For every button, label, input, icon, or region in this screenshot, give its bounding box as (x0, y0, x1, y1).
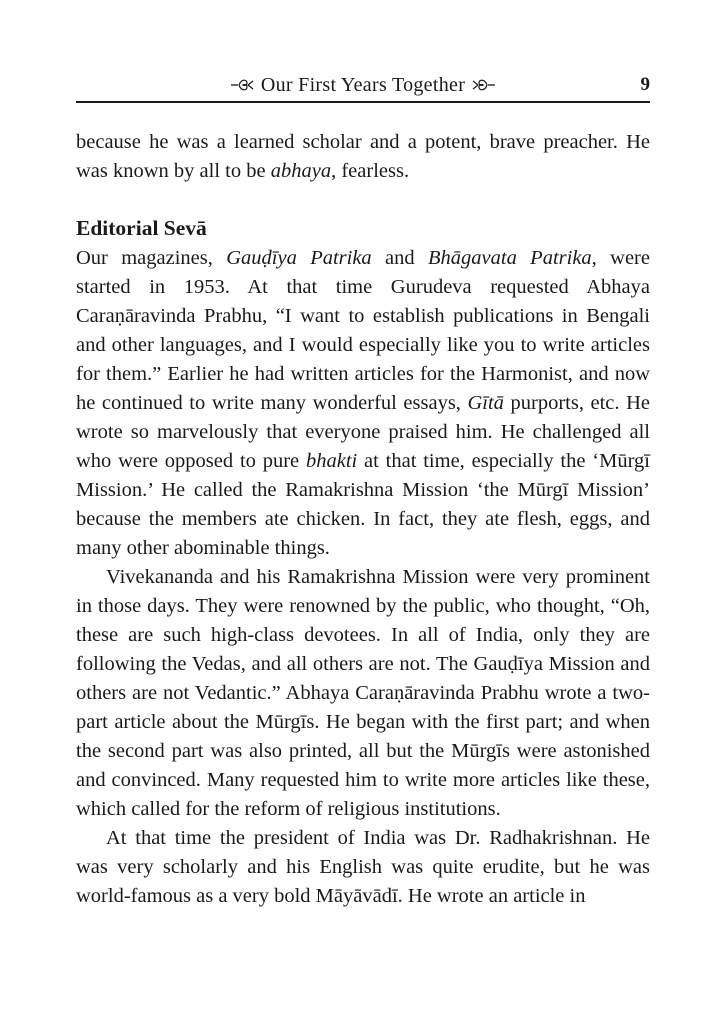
text-run: , were started in 1953. At that time Gurudeva requested Abhaya Caraṇāravinda Prabhu, “I want to establish publications in Bengali and other languages, and I would especially like you to write articles for them.” Earlier he had written articles for the Harmonist, and now he continued to write many wonderful essays, (76, 247, 650, 414)
ornament-right-icon (471, 75, 495, 98)
text-run: and (371, 247, 428, 269)
section-heading: Editorial Sevā (76, 216, 207, 240)
page-header (76, 74, 650, 102)
italic-term: Gauḍīya Patrika (226, 247, 372, 269)
text-run: purports, etc. He wrote so marvelously that everyone praised him. He challenged all who were opposed to pure (76, 392, 650, 472)
header-rule (76, 101, 650, 103)
italic-term: Gītā (467, 392, 504, 414)
italic-term: Bhāgavata Patrika (428, 247, 592, 269)
text-run: , fearless. (331, 160, 410, 182)
paragraph: Vivekananda and his Ramakrishna Mission were very prominent in those days. They were renowned by the public, who thought, “Oh, these are such high-class devotees. In all of India, only they are following the Vedas, and all others are not. The Gauḍīya Mission and others are not Vedantic.” Abhaya Caraṇāravinda Prabhu wrote a two-part article about the Mūrgīs. He began with the first part; and when the second part was also printed, all but the Mūrgīs were astonished and convinced. Many requested him to write more articles like these, which called for the reform of religious institutions. (76, 566, 650, 820)
italic-term: abhaya (270, 160, 332, 182)
page-number: 9 (640, 74, 650, 95)
text-run: Our magazines, (76, 247, 227, 269)
paragraph: At that time the president of India was Dr. Radhakrishnan. He was very scholarly and his English was quite erudite, but he was world-famous as a very bold Māyāvādī. He wrote an article in (76, 827, 650, 907)
body-text (76, 128, 650, 911)
italic-term: bhakti (305, 450, 358, 472)
text-run: because he was a learned scholar and a potent, brave preacher. He was known by all to be (76, 131, 650, 182)
paragraph-continuation (76, 128, 650, 186)
running-title: Our First Years Together (260, 74, 466, 96)
text-run: at that time, especially the ‘Mūrgī Mission.’ He called the Ramakrishna Mission ‘the Mūrgī Mission’ because the members ate chicken. In fact, they ate flesh, eggs, and many other abominable things. (76, 450, 650, 559)
ornament-left-icon (231, 75, 255, 98)
running-head (76, 74, 650, 98)
paragraph (76, 244, 650, 563)
